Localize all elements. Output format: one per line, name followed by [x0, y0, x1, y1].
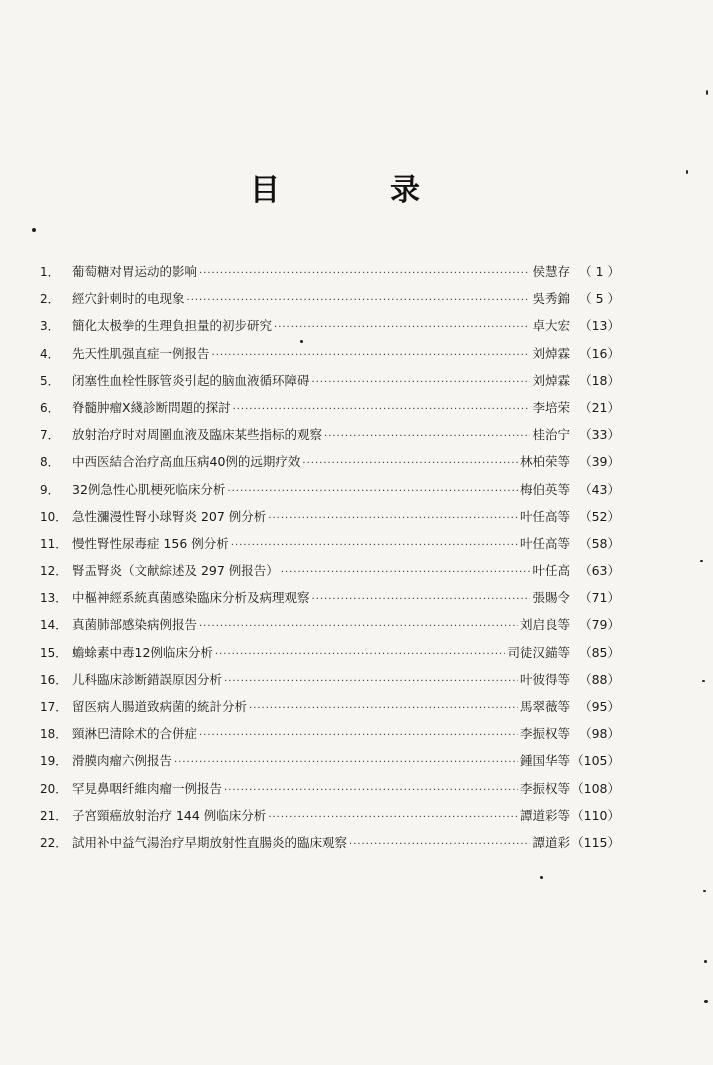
entry-page: （79） [579, 617, 620, 633]
entry-number: 11． [40, 536, 68, 551]
entry-page: （21） [579, 399, 620, 415]
entry-title: 子宮頸癌放射治疗 144 例临床分析 [72, 807, 267, 823]
dot-leader [212, 350, 531, 361]
entry-title: 蟾蜍素中毒12例临床分析 [72, 644, 213, 660]
entry-title: 中西医結合治疗高血压病40例的远期疗效 [72, 454, 301, 470]
entry-number: 22． [40, 835, 68, 850]
entry-page: （110） [571, 807, 620, 823]
entry-number: 13． [40, 591, 68, 606]
toc-entry [40, 371, 620, 398]
entry-number: 12． [40, 564, 68, 579]
entry-title: 頸淋巴清除术的合併症 [72, 726, 198, 742]
entry-author: 吳秀錦 [532, 291, 570, 307]
entry-title: 葡萄糖对胃运动的影响 [72, 264, 198, 279]
dot-leader [199, 268, 530, 279]
entry-author: 張賜令 [532, 590, 570, 606]
entry-author: 桂治宁 [532, 427, 570, 443]
toc-entry [40, 670, 620, 697]
toc-entry [40, 344, 620, 371]
entry-number: 7． [40, 428, 60, 443]
table-of-contents [40, 262, 620, 860]
entry-author: 叶任高等 [519, 535, 570, 551]
toc-entry [40, 806, 620, 833]
page-title [250, 165, 420, 209]
entry-page: （52） [579, 508, 620, 524]
scan-speck [686, 170, 688, 174]
entry-page: （18） [579, 372, 620, 388]
scan-speck [300, 340, 303, 343]
entry-page: （115） [571, 834, 620, 850]
entry-author: 譚道彩 [532, 834, 570, 850]
entry-author: 馬翠薇等 [519, 699, 570, 714]
toc-entry [40, 425, 620, 452]
dot-leader [312, 377, 531, 388]
entry-title: 急性瀰漫性腎小球腎炎 207 例分析 [72, 508, 267, 524]
entry-author: 鍾国华等 [519, 753, 570, 769]
dot-leader [274, 322, 530, 333]
dot-leader [249, 703, 518, 714]
entry-title: 儿科臨床診断錯誤原因分析 [72, 671, 223, 687]
entry-page: （33） [579, 427, 620, 443]
entry-author: 林柏荣等 [519, 454, 570, 470]
entry-title: 試用补中益气湯治疗早期放射性直腸炎的臨床观察 [72, 834, 348, 850]
scan-speck [704, 1000, 708, 1003]
toc-entry [40, 588, 620, 615]
entry-page: （85） [579, 644, 620, 660]
dot-leader [349, 839, 530, 850]
entry-number: 17． [40, 700, 68, 714]
entry-author: 李振权等 [519, 726, 570, 742]
entry-title: 放射治疗时对周圍血液及臨床某些指标的观察 [72, 427, 323, 443]
dot-leader [281, 567, 531, 578]
entry-number: 8． [40, 455, 60, 470]
entry-number: 21． [40, 808, 68, 823]
entry-title: 慢性腎性尿毒症 156 例分析 [72, 535, 229, 551]
entry-title: 闭塞性血栓性豚管炎引起的脑血液循环障碍 [72, 372, 310, 388]
toc-entry [40, 262, 620, 289]
entry-page: （108） [571, 780, 620, 796]
toc-entry [40, 480, 620, 507]
dot-leader [268, 812, 518, 823]
toc-entry [40, 751, 620, 778]
toc-entry [40, 615, 620, 642]
toc-entry [40, 779, 620, 806]
toc-entry [40, 643, 620, 670]
entry-page: （71） [579, 590, 620, 606]
dot-leader [215, 649, 506, 660]
entry-page: （88） [579, 671, 620, 687]
entry-number: 20． [40, 781, 68, 796]
entry-title: 脊髓肿瘤X綫診断問題的探討 [72, 399, 231, 415]
scan-speck [32, 228, 36, 232]
scan-speck [703, 890, 706, 892]
toc-entry [40, 452, 620, 479]
scan-speck [702, 680, 705, 682]
entry-page: （16） [579, 345, 620, 361]
dot-leader [233, 404, 531, 415]
entry-author: 卓大宏 [532, 318, 570, 334]
entry-number: 9． [40, 482, 60, 497]
dot-leader [268, 513, 518, 524]
dot-leader [174, 757, 518, 768]
entry-number: 1． [40, 265, 60, 279]
dot-leader [302, 458, 518, 469]
entry-title: 32例急性心肌梗死临床分析 [72, 481, 226, 497]
entry-number: 10． [40, 509, 68, 524]
entry-number: 3． [40, 319, 60, 334]
toc-entry [40, 316, 620, 343]
toc-entry [40, 724, 620, 751]
entry-number: 18． [40, 727, 68, 742]
toc-entry [40, 289, 620, 316]
entry-author: 刘启良等 [519, 617, 570, 633]
entry-page: （39） [579, 454, 620, 470]
scan-speck [706, 90, 708, 95]
dot-leader [312, 594, 531, 605]
entry-title: 罕見鼻咽纤維肉瘤一例报告 [72, 780, 223, 796]
entry-page: （105） [571, 753, 620, 769]
entry-page: （63） [579, 563, 620, 579]
dot-leader [324, 431, 530, 442]
entry-page: （58） [579, 535, 620, 551]
entry-author: 刘焯霖 [532, 372, 570, 388]
title-char-2: 录 [390, 173, 420, 208]
toc-entry [40, 507, 620, 534]
entry-number: 14． [40, 618, 68, 633]
toc-entry [40, 398, 620, 425]
entry-page: （95） [579, 699, 620, 714]
entry-title: 先天性肌强直症一例报告 [72, 345, 210, 361]
entry-number: 19． [40, 754, 68, 769]
dot-leader [224, 785, 518, 796]
entry-author: 譚道彩等 [519, 807, 570, 823]
entry-number: 16． [40, 672, 68, 687]
entry-page: （43） [579, 481, 620, 497]
entry-author: 叶任高 [532, 563, 570, 579]
entry-title: 中樞神經系統真菌感染臨床分析及病理观察 [72, 590, 310, 606]
entry-author: 刘焯霖 [532, 345, 570, 361]
toc-entry [40, 833, 620, 860]
entry-author: 梅伯英等 [519, 481, 570, 497]
dot-leader [199, 621, 518, 632]
entry-number: 6． [40, 400, 60, 415]
entry-title: 滑膜肉瘤六例报告 [72, 753, 173, 769]
entry-author: 李振权等 [519, 780, 570, 796]
entry-number: 4． [40, 346, 60, 361]
entry-title: 留医病人腸道致病菌的統計分析 [72, 699, 248, 714]
title-char-1: 目 [250, 173, 280, 208]
entry-title: 經穴針刺时的电现象 [72, 291, 185, 307]
entry-page: （13） [579, 318, 620, 334]
dot-leader [224, 676, 518, 687]
entry-number: 5． [40, 373, 60, 388]
dot-leader [231, 540, 518, 551]
entry-page: （ 5 ） [579, 291, 620, 307]
entry-number: 2． [40, 292, 60, 307]
dot-leader [187, 295, 531, 306]
entry-page: （ 1 ） [579, 264, 620, 279]
scan-speck [704, 960, 707, 963]
entry-author: 叶彼得等 [519, 671, 570, 687]
entry-author: 司徒汉錨等 [507, 644, 570, 660]
toc-entry [40, 561, 620, 588]
entry-title: 簡化太极拳的生理負担量的初步研究 [72, 318, 273, 334]
entry-number: 15． [40, 645, 68, 660]
entry-page: （98） [579, 726, 620, 742]
dot-leader [227, 486, 518, 497]
scan-speck [700, 560, 703, 562]
dot-leader [199, 730, 518, 741]
entry-author: 叶任高等 [519, 508, 570, 524]
entry-title: 真菌肺部感染病例报告 [72, 617, 198, 633]
scan-speck [540, 876, 543, 879]
toc-entry [40, 534, 620, 561]
entry-title: 腎盂腎炎（文献綜述及 297 例报告） [72, 563, 279, 579]
entry-author: 侯慧存 [532, 264, 570, 279]
entry-author: 李培荣 [532, 399, 570, 415]
toc-entry [40, 697, 620, 724]
